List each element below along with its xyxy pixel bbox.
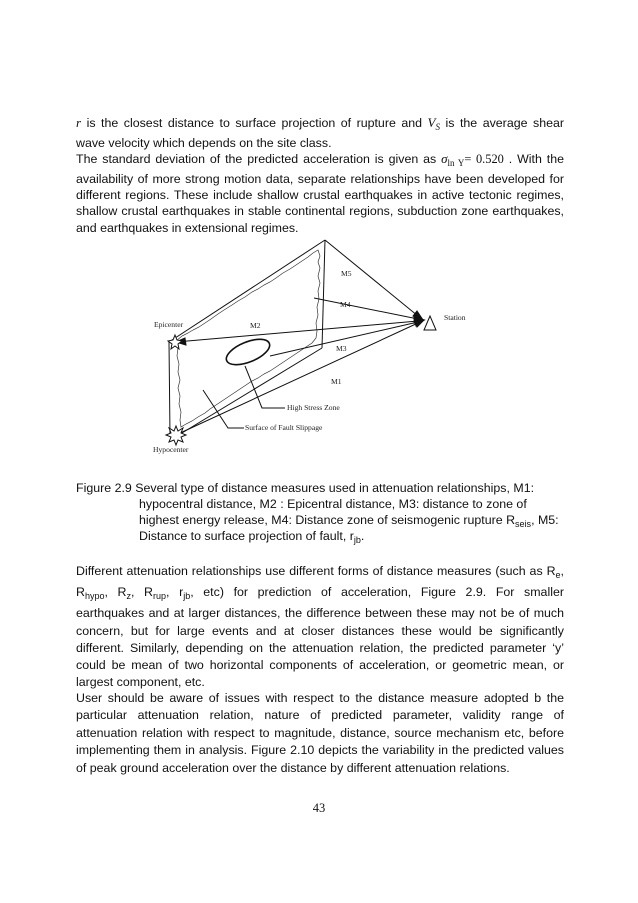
intro-line-5: different regions. These include shallow crustal earthquakes in active tectonic regimes,: [76, 188, 564, 203]
para2-line-5: different. Similarly, depending on the attenuation relation, the predicted parameter ‘y’: [76, 640, 564, 655]
hypocenter-label: Hypocenter: [153, 445, 189, 454]
user-caution-paragraph: [76, 690, 564, 777]
figure-caption-line-2: hypocentral distance, M2 : Epicentral distance, M3: distance to zone of: [139, 497, 527, 511]
fault-plane-right-edge: [322, 240, 325, 348]
para2-line-1: Different attenuation relationships use different forms of distance measures (such as $R_e$,: [76, 564, 564, 580]
para3-line-4: implementing them in analysis. Figure 2.10 depicts the variability in the predicted values: [76, 743, 564, 758]
intro-line-1: r is the closest distance to surface projection of rupture and $V_S$ is the average shear: [76, 115, 564, 132]
page-number: 43: [312, 801, 326, 815]
para3-line-2: particular attenuation relation, nature of predicted parameter, validity range of: [76, 708, 564, 723]
m3-label: M3: [336, 344, 347, 353]
intro-line-2: wave velocity which depends on the site class.: [76, 136, 332, 151]
para3-line-1: User should be aware of issues with respect to the distance measure adopted b the: [76, 691, 564, 705]
station-label: Station: [444, 313, 466, 322]
figure-caption-line-1: Figure 2.9 Several type of distance measures used in attenuation relationships, M1:: [76, 481, 535, 495]
intro-line-6: shallow crustal earthquakes in stable continental regions, subduction zone earthquakes,: [76, 204, 564, 219]
para2-line-2: $R_{hypo}$, $R_z$, $R_{rup}$, $r_{jb}$, etc) for prediction of acceleration, Figure 2.9. For smaller: [76, 585, 564, 602]
fault-slippage-outline: [176, 250, 320, 427]
m1-line: [178, 323, 418, 434]
m4-label: M4: [340, 300, 351, 309]
m2-label: M2: [250, 321, 261, 330]
fault-plane-top-edge: [169, 240, 325, 342]
intro-line-3: The standard deviation of the predicted acceleration is given as $\sigma_{ln Y}= 0.520$ . With the: [76, 151, 564, 169]
intro-line-7: and earthquakes in extensional regimes.: [76, 220, 299, 235]
sigma-symbol: σ: [441, 151, 448, 167]
distance-measures-paragraph: [76, 563, 564, 691]
para2-line-3: earthquakes and at larger distances, the difference between these may not be of much: [76, 606, 564, 621]
m1-label: M1: [331, 377, 342, 386]
figure-caption-line-3: highest energy release, M4: Distance zone of seismogenic rupture $R_{seis}$, M5:: [139, 513, 559, 529]
epicenter-star-icon: [168, 335, 182, 349]
fault-slippage-label: Surface of Fault Slippage: [245, 423, 323, 432]
epicenter-label: Epicenter: [154, 320, 184, 329]
m5-line: [325, 240, 418, 316]
station-icon: [424, 316, 436, 330]
m4-line: [314, 298, 418, 319]
figure-caption-line-4: Distance to surface projection of fault, $r_{jb}$.: [139, 529, 365, 545]
para3-line-3: attenuation relation with respect to magnitude, distance, source mechanism etc, before: [76, 725, 564, 740]
intro-line-4: availability of more strong motion data, separate relationships have been developed for: [76, 172, 564, 187]
fault-plane-left-edge: [169, 342, 170, 436]
para2-line-4: concern, but for large events and at closer distances these would be significantly: [76, 623, 564, 638]
m5-label: M5: [341, 269, 352, 278]
hypocenter-burst-icon: [166, 426, 186, 445]
high-stress-zone-ellipse: [223, 334, 273, 370]
para2-line-6: could be mean of two horizontal components of acceleration, or geometric mean, or: [76, 658, 564, 673]
high-stress-zone-label: High Stress Zone: [287, 403, 340, 412]
fault-slippage-leader: [203, 390, 244, 428]
m2-line: [176, 321, 418, 342]
para3-line-5: of peak ground acceleration over the distance by different attenuation relations.: [76, 760, 510, 775]
para2-line-7: largest component, etc.: [76, 675, 205, 690]
